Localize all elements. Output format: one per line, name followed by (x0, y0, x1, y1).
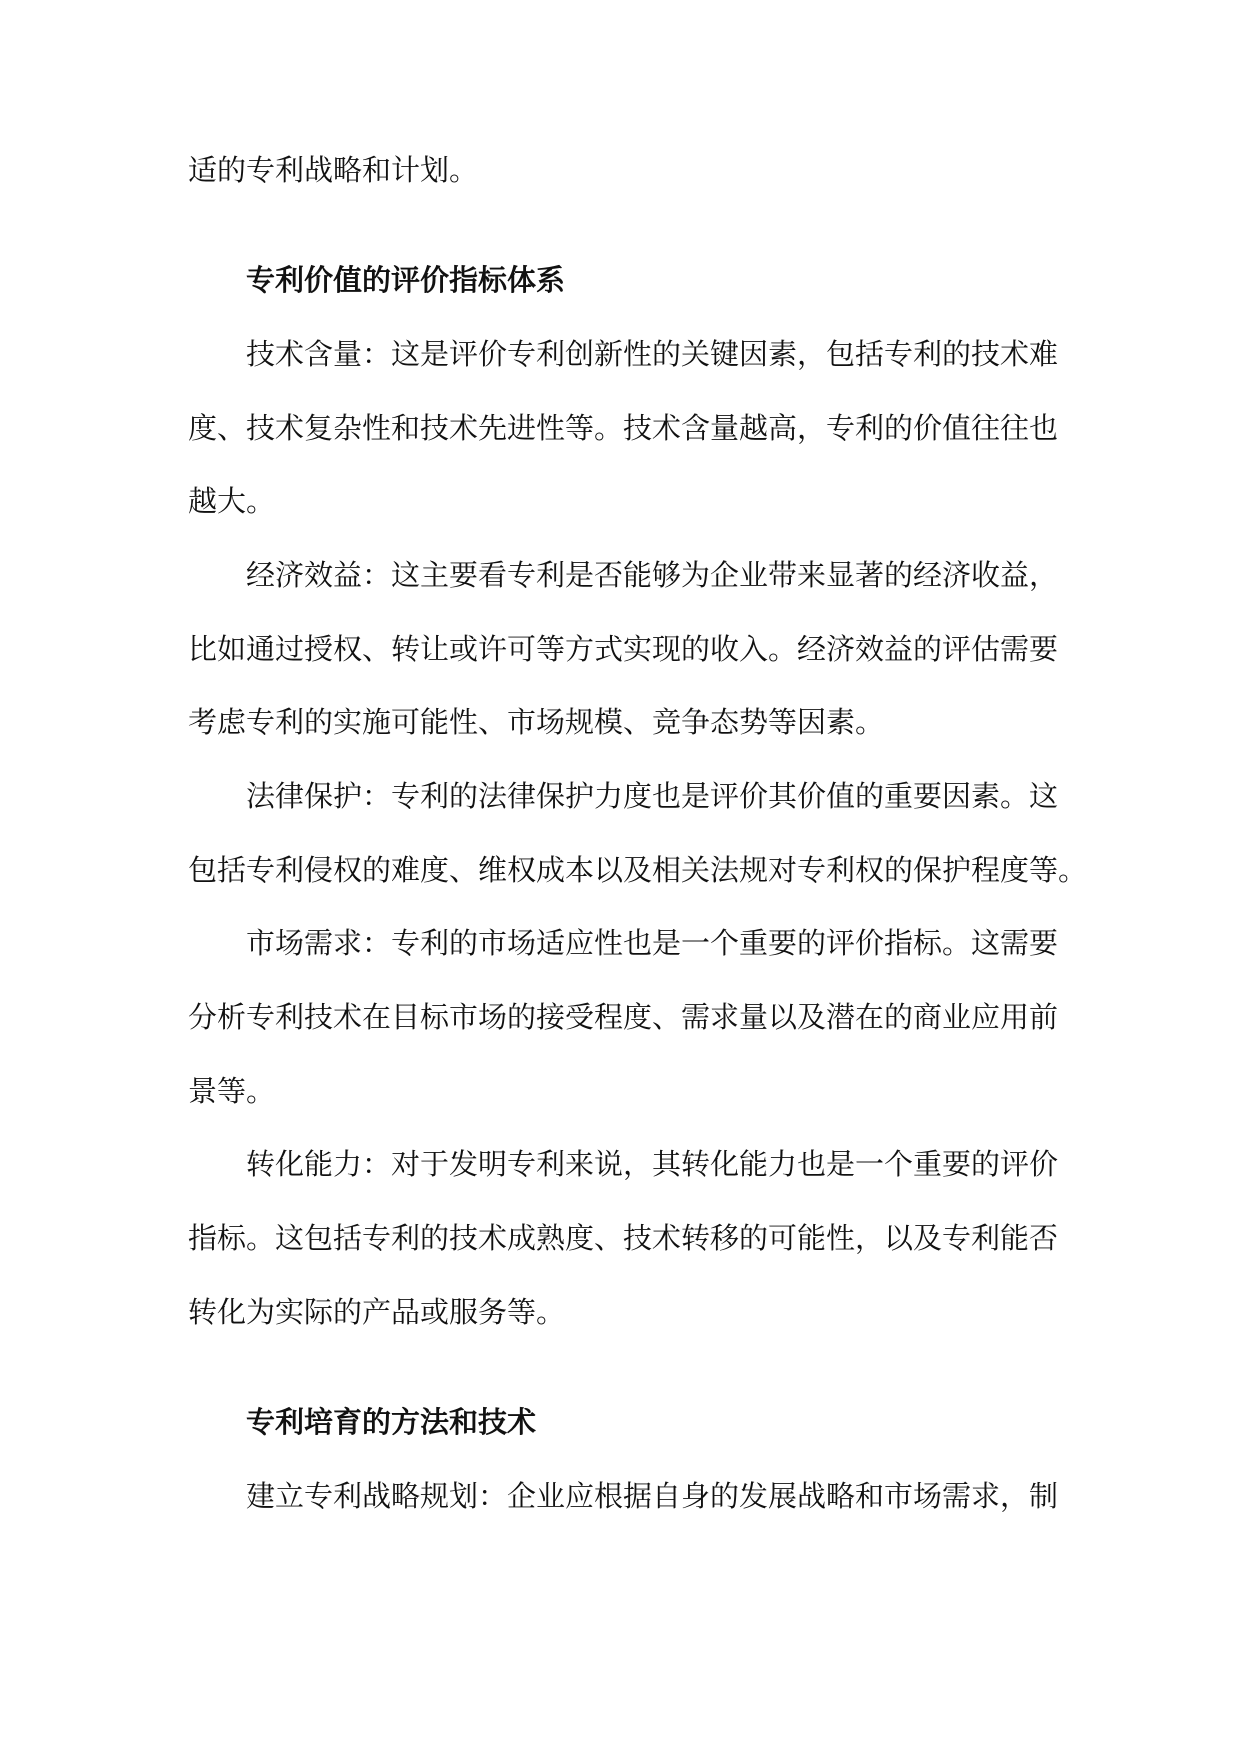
text-line: 越大。 (188, 484, 276, 518)
text-line: 包括专利侵权的难度、维权成本以及相关法规对专利权的保护程度等。 (188, 853, 1088, 887)
text-line: 适的专利战略和计划。 (188, 153, 479, 187)
text-line: 比如通过授权、转让或许可等方式实现的收入。经济效益的评估需要 (188, 632, 1059, 666)
text-line: 转化为实际的产品或服务等。 (188, 1295, 566, 1329)
text-line: 考虑专利的实施可能性、市场规模、竞争态势等因素。 (188, 705, 885, 739)
text-line: 技术含量：这是评价专利创新性的关键因素，包括专利的技术难 (246, 337, 1059, 371)
text-line: 法律保护：专利的法律保护力度也是评价其价值的重要因素。这 (246, 779, 1059, 813)
text-line: 转化能力：对于发明专利来说，其转化能力也是一个重要的评价 (246, 1147, 1059, 1181)
text-line: 建立专利战略规划：企业应根据自身的发展战略和市场需求，制 (246, 1479, 1059, 1513)
text-line: 景等。 (188, 1074, 276, 1108)
text-line: 分析专利技术在目标市场的接受程度、需求量以及潜在的商业应用前 (188, 1000, 1059, 1034)
section-heading: 专利培育的方法和技术 (246, 1405, 537, 1439)
section-heading: 专利价值的评价指标体系 (246, 263, 566, 297)
text-line: 经济效益：这主要看专利是否能够为企业带来显著的经济收益， (246, 558, 1059, 592)
text-line: 市场需求：专利的市场适应性也是一个重要的评价指标。这需要 (246, 926, 1059, 960)
text-line: 指标。这包括专利的技术成熟度、技术转移的可能性，以及专利能否 (188, 1221, 1059, 1255)
text-line: 度、技术复杂性和技术先进性等。技术含量越高，专利的价值往往也 (188, 411, 1059, 445)
